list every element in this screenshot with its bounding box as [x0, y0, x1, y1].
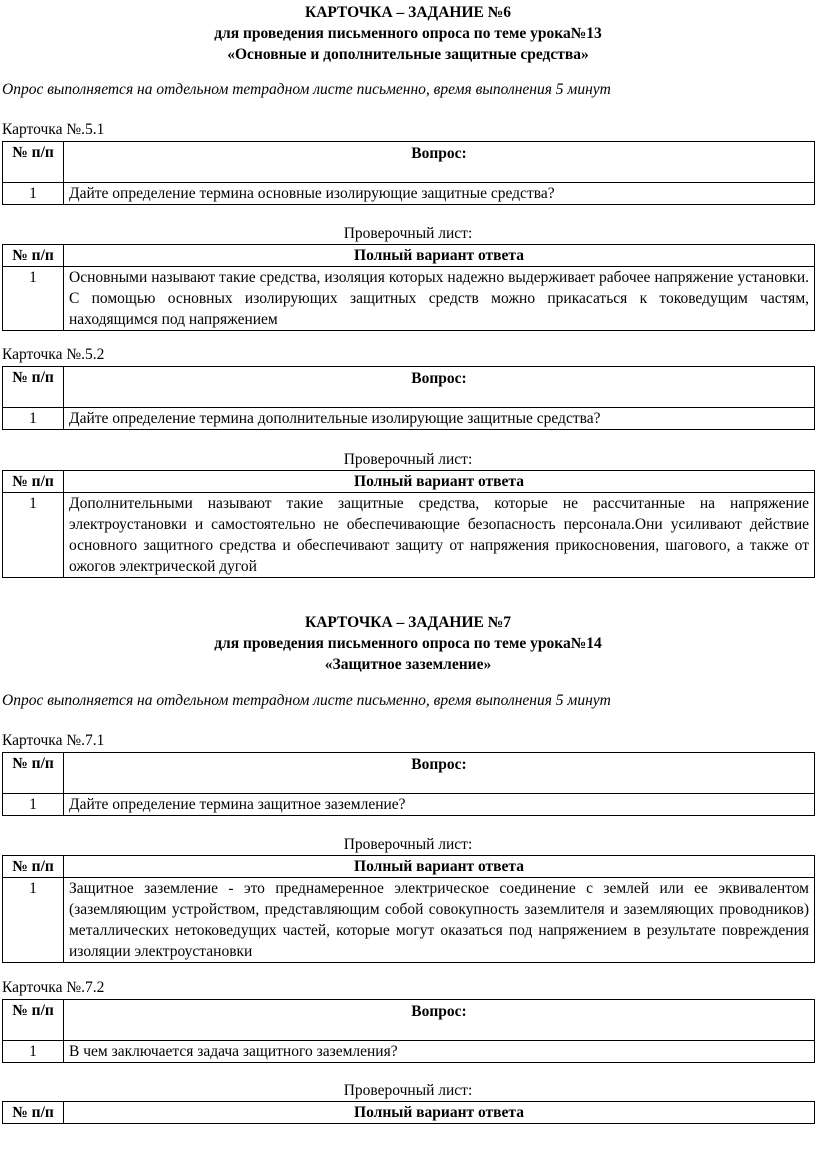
card-5-1-label: Карточка №.5.1	[2, 121, 105, 138]
col-num-header: № п/п	[3, 1102, 64, 1124]
col-answer-header: Полный вариант ответа	[64, 1102, 815, 1124]
card-7-2-answer-table	[2, 1101, 815, 1124]
task6-heading	[0, 2, 816, 65]
col-answer-header: Полный вариант ответа	[64, 856, 815, 878]
col-num-header: № п/п	[3, 753, 64, 794]
row-number: 1	[3, 1041, 64, 1063]
col-num-header: № п/п	[3, 471, 64, 493]
task7-intro: Опрос выполняется на отдельном тетрадном листе письменно, время выполнения 5 минут	[2, 692, 611, 709]
row-number: 1	[3, 878, 64, 963]
task7-heading	[0, 612, 816, 675]
col-num-header: № п/п	[3, 856, 64, 878]
col-question-header: Вопрос:	[64, 367, 815, 408]
col-answer-header: Полный вариант ответа	[64, 245, 815, 267]
card-7-1-check-label: Проверочный лист:	[343, 836, 473, 853]
row-number: 1	[3, 183, 64, 205]
task6-subtitle: для проведения письменного опроса по теме урока№13	[214, 25, 602, 42]
card-7-1-question-table	[2, 752, 815, 816]
task7-topic: «Защитное заземление»	[324, 656, 492, 673]
card-5-2-question-table	[2, 366, 815, 430]
task7-title: КАРТОЧКА – ЗАДАНИЕ №7	[304, 614, 512, 631]
task6-title: КАРТОЧКА – ЗАДАНИЕ №6	[304, 4, 512, 21]
card-7-2-question-table	[2, 999, 815, 1063]
row-number: 1	[3, 267, 64, 331]
question-text: Дайте определение термина защитное заземление?	[64, 794, 815, 816]
card-5-2-label: Карточка №.5.2	[2, 346, 105, 363]
row-number: 1	[3, 408, 64, 430]
question-text: Дайте определение термина дополнительные изолирующие защитные средства?	[64, 408, 815, 430]
col-question-header: Вопрос:	[64, 753, 815, 794]
card-7-1-label: Карточка №.7.1	[2, 732, 105, 749]
row-number: 1	[3, 794, 64, 816]
card-5-1-question-table	[2, 141, 815, 205]
col-num-header: № п/п	[3, 245, 64, 267]
question-text: Дайте определение термина основные изолирующие защитные средства?	[64, 183, 815, 205]
col-question-header: Вопрос:	[64, 1000, 815, 1041]
card-5-1-check-label: Проверочный лист:	[343, 225, 473, 242]
task7-subtitle: для проведения письменного опроса по теме урока№14	[214, 635, 602, 652]
card-5-2-answer-table	[2, 470, 815, 578]
card-7-1-answer-table	[2, 855, 815, 963]
question-text: В чем заключается задача защитного заземления?	[64, 1041, 815, 1063]
col-question-header: Вопрос:	[64, 142, 815, 183]
answer-text: Дополнительными называют такие защитные средства, которые не рассчитанные на напряжение электроустановки и самостоятельно не обеспечивающие безопасность персонала.Они усиливают действие основного защитного средства и обеспечивают защиту от напряжения прикосновения, шагового, а также от ожогов электрической дугой	[64, 493, 815, 578]
answer-text: Защитное заземление - это преднамеренное электрическое соединение с землей или ее эквивалентом (заземляющим устройством, представляющим собой совокупность заземлителя и заземляющих проводников) металлических нетоковедущих частей, которые могут оказаться под напряжением в результате повреждения изоляции электроустановки	[64, 878, 815, 963]
answer-text: Основными называют такие средства, изоляция которых надежно выдерживает рабочее напряжение установки. С помощью основных изолирующих защитных средств можно прикасаться к токоведущим частям, находящимся под напряжением	[64, 267, 815, 331]
row-number: 1	[3, 493, 64, 578]
col-num-header: № п/п	[3, 142, 64, 183]
col-num-header: № п/п	[3, 367, 64, 408]
card-7-2-check-label: Проверочный лист:	[343, 1082, 473, 1099]
col-answer-header: Полный вариант ответа	[64, 471, 815, 493]
task6-intro: Опрос выполняется на отдельном тетрадном листе письменно, время выполнения 5 минут	[2, 81, 611, 98]
card-5-2-check-label: Проверочный лист:	[343, 451, 473, 468]
card-5-1-answer-table	[2, 244, 815, 331]
task6-topic: «Основные и дополнительные защитные средства»	[227, 46, 589, 63]
card-7-2-label: Карточка №.7.2	[2, 979, 105, 996]
col-num-header: № п/п	[3, 1000, 64, 1041]
